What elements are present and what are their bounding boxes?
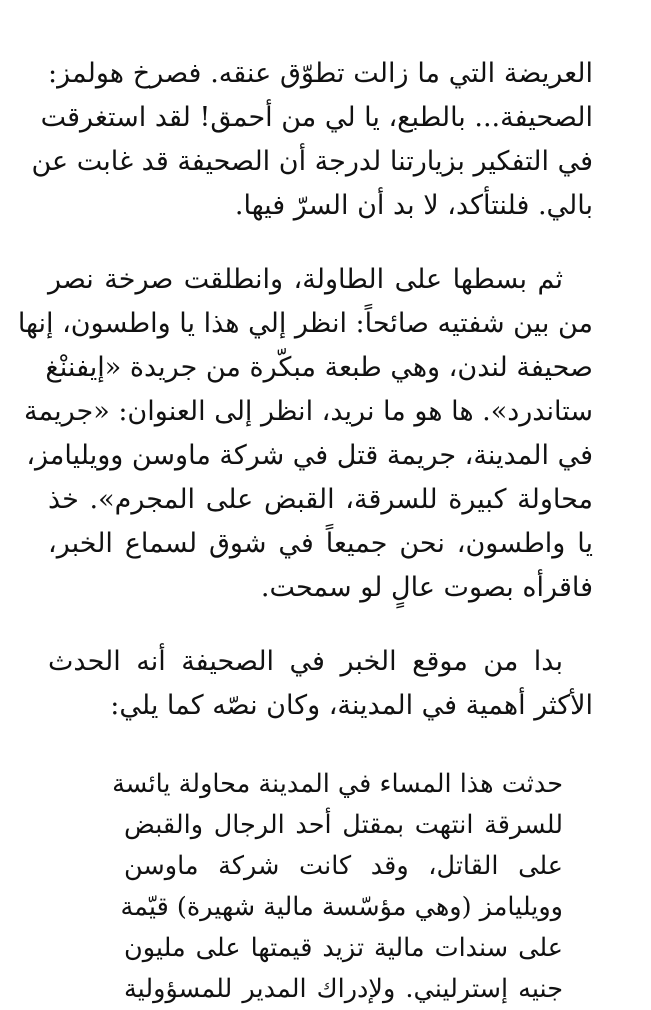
text-line: صحيفة لندن، وهي طبعة مبكّرة من جريدة «إيفننْغ bbox=[45, 352, 593, 383]
text-line: بدا من موقع الخبر في الصحيفة أنه الحدث bbox=[48, 646, 563, 677]
text-line: بالي. فلنتأكد، لا بد أن السرّ فيها. bbox=[234, 190, 593, 221]
text-line: في المدينة، جريمة قتل في شركة ماوسن وويليامز، bbox=[26, 440, 593, 471]
quoted-news-article bbox=[48, 764, 593, 1010]
text-line: الأكثر أهمية في المدينة، وكان نصّه كما يلي: bbox=[110, 690, 593, 721]
text-line: الصحيفة... بالطبع، يا لي من أحمق! لقد استغرقت bbox=[40, 102, 593, 133]
text-line: على القاتل، وقد كانت شركة ماوسن bbox=[124, 851, 563, 881]
text-line: فاقرأه بصوت عالٍ لو سمحت. bbox=[260, 572, 593, 603]
text-line: جنيه إسترليني. ولإدراك المدير للمسؤولية bbox=[124, 974, 563, 1004]
paragraph-3 bbox=[48, 640, 593, 728]
text-line: للسرقة انتهت بمقتل أحد الرجال والقبض bbox=[124, 810, 563, 840]
text-line: على سندات مالية تزيد قيمتها على مليون bbox=[124, 933, 563, 963]
paragraph-spacer bbox=[48, 610, 593, 640]
text-line: وويليامز (وهي مؤسّسة مالية شهيرة) قيّمة bbox=[120, 892, 563, 922]
paragraph-1 bbox=[31, 52, 593, 228]
text-line: العريضة التي ما زالت تطوّق عنقه. فصرخ هولمز: bbox=[48, 58, 593, 89]
text-line: من بين شفتيه صائحاً: انظر إلي هذا يا واطسون، إنها bbox=[17, 308, 593, 339]
text-line: محاولة كبيرة للسرقة، القبض على المجرم». خذ bbox=[48, 484, 593, 515]
paragraph-spacer bbox=[48, 728, 593, 764]
text-line: ثم بسطها على الطاولة، وانطلقت صرخة نصر bbox=[48, 264, 563, 295]
text-line: في التفكير بزيارتنا لدرجة أن الصحيفة قد غابت عن bbox=[31, 146, 593, 177]
paragraph-spacer bbox=[48, 228, 593, 258]
paragraph-2 bbox=[17, 258, 593, 610]
text-line: ستاندرد». ها هو ما نريد، انظر إلى العنوان: «جريمة bbox=[24, 396, 593, 427]
text-line: حدثت هذا المساء في المدينة محاولة يائسة bbox=[112, 769, 563, 799]
text-line: يا واطسون، نحن جميعاً في شوق لسماع الخبر، bbox=[48, 528, 593, 559]
